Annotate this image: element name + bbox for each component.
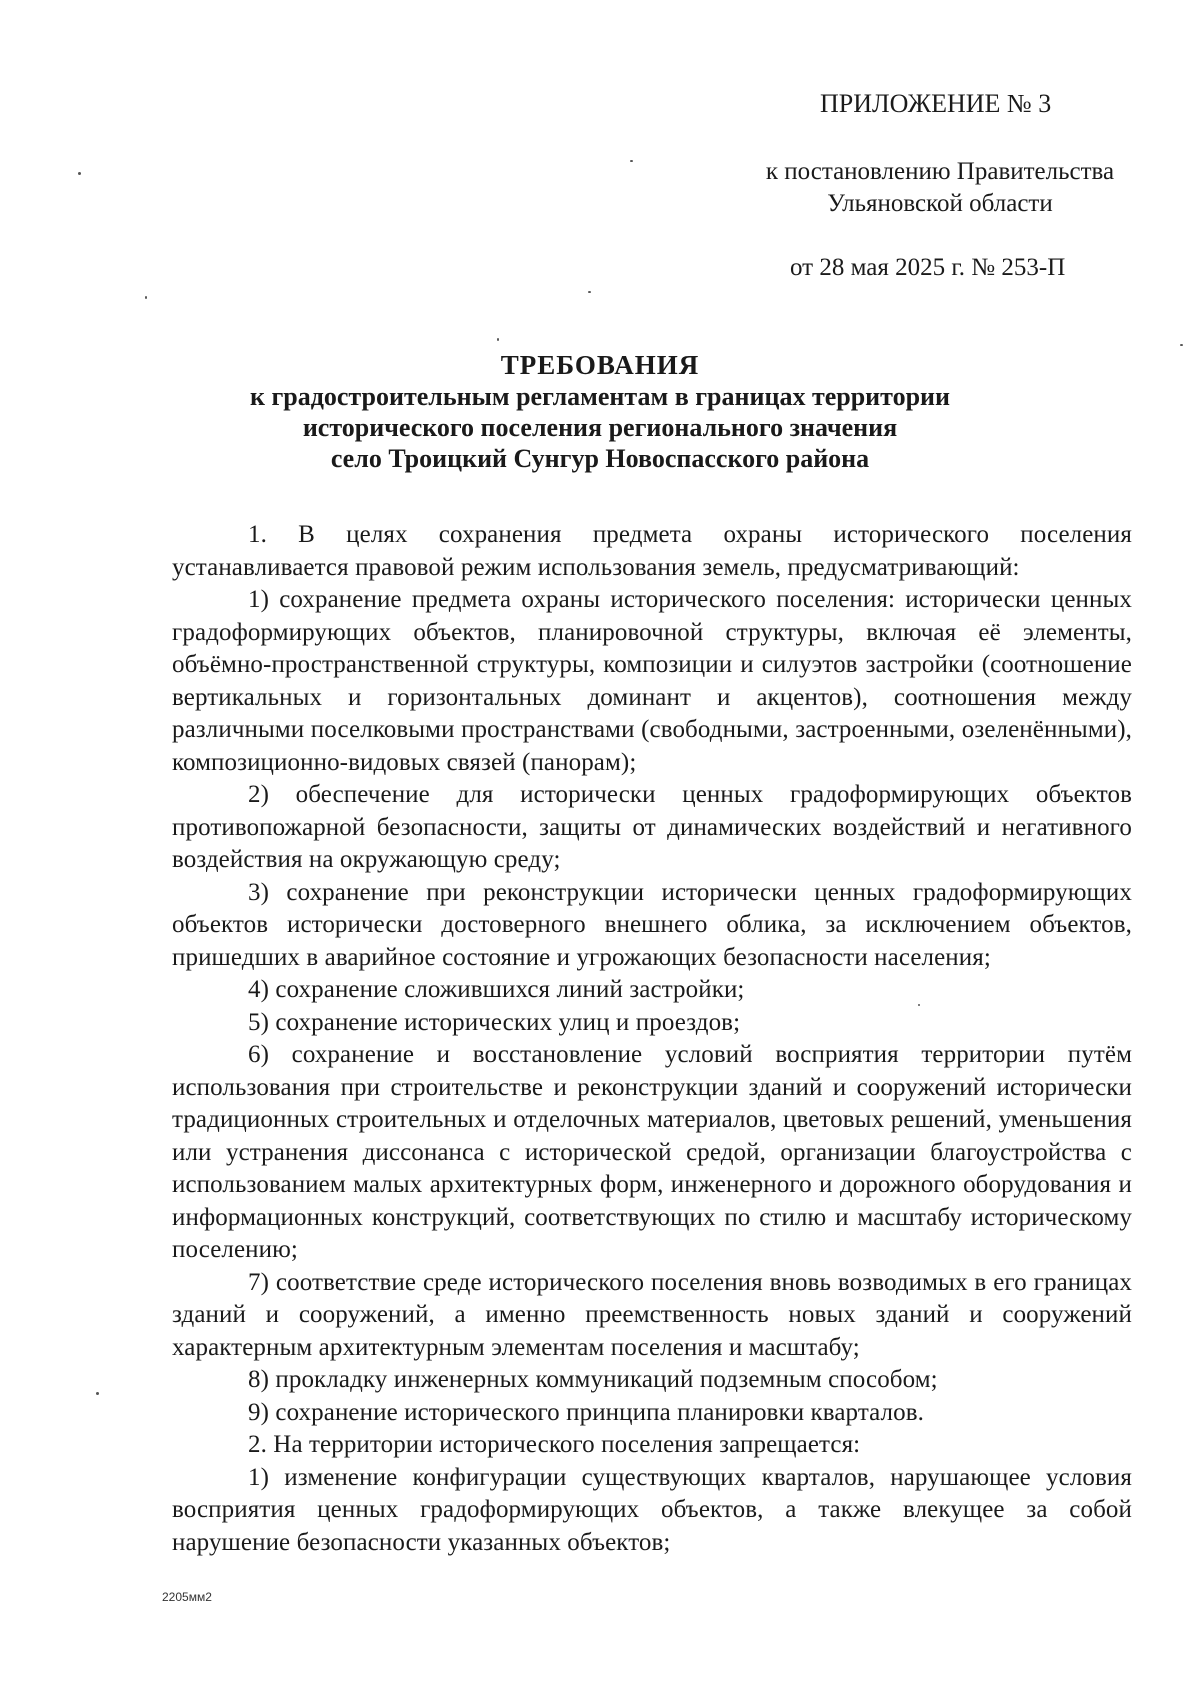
paragraph-1: 1. В целях сохранения предмета охраны исторического поселения устанавливается правовой режим использования земель, предусматривающий: (172, 521, 1132, 581)
paragraph-1-item-3: 3) сохранение при реконструкции исторически ценных градоформирующих объектов исторически достоверного внешнего облика, за исключением объектов, пришедших в аварийное состояние и угрожающих безопасности населения; (172, 878, 1132, 971)
scan-speck (588, 291, 591, 293)
footer-code: 2205мм2 (162, 1590, 212, 1604)
paragraph-1-item-7: 7) соответствие среде исторического поселения вновь возводимых в его границах зданий и сооружений, а именно преемственность новых зданий и сооружений характерным архитектурным элементам поселения и масштабу; (172, 1268, 1132, 1361)
appendix-title: ПРИЛОЖЕНИЕ № 3 (820, 89, 1052, 118)
paragraph-2-item-1: 1) изменение конфигурации существующих кварталов, нарушающее условия восприятия ценных градоформирующих объектов, а также влекущее за собой нарушение безопасности указанных объектов; (172, 1463, 1132, 1556)
heading-line-2: исторического поселения регионального значения (302, 413, 898, 442)
heading-main: ТРЕБОВАНИЯ (500, 350, 700, 380)
scan-speck (1180, 344, 1183, 346)
document-heading (150, 350, 1050, 474)
paragraph-1-item-9: 9) сохранение исторического принципа планировки кварталов. (248, 1398, 924, 1426)
paragraph-1-item-2: 2) обеспечение для исторически ценных градоформирующих объектов противопожарной безопасности, защиты от динамических воздействий и негативного воздействия на окружающую среду; (172, 781, 1132, 873)
scan-speck (497, 338, 499, 341)
paragraph-1-item-1: 1) сохранение предмета охраны исторического поселения: исторически ценных градоформирующих объектов, планировочной структуры, включая её элементы, объёмно-пространственной структуры, композиции и силуэтов застройки (соотношение вертикальных и горизонтальных доминант и акцентов), соотношения между различными поселковыми пространствами (свободными, застроенными, озеленёнными), композиционно-видовых связей (панорам); (172, 586, 1132, 776)
paragraph-1-item-8: 8) прокладку инженерных коммуникаций подземным способом; (248, 1366, 938, 1393)
appendix-resolution-line: к постановлению Правительства (765, 158, 1115, 185)
scan-speck (145, 296, 147, 299)
paragraph-1-item-4: 4) сохранение сложившихся линий застройки; (248, 976, 745, 1003)
heading-line-3: село Троицкий Сунгур Новоспасского района (330, 444, 870, 473)
appendix-date-line: от 28 мая 2025 г. № 253-П (790, 254, 1066, 281)
scan-speck (918, 1004, 920, 1006)
scan-speck (78, 172, 81, 175)
paragraph-2: 2. На территории исторического поселения запрещается: (248, 1431, 861, 1458)
heading-line-1: к градостроительным регламентам в границах территории (249, 382, 951, 411)
paragraph-1-item-6: 6) сохранение и восстановление условий восприятия территории путём использования при строительстве и реконструкции зданий и сооружений исторически традиционных строительных и отделочных материалов, цветовых решений, уменьшения или устранения диссонанса с исторической средой, организации благоустройства с использованием малых архитектурных форм, инженерного и дорожного оборудования и информационных конструкций, соответствующих по стилю и масштабу историческому поселению; (172, 1041, 1132, 1263)
paragraph-1-item-5: 5) сохранение исторических улиц и проездов; (248, 1008, 741, 1036)
scan-speck (96, 1392, 99, 1395)
appendix-organization-line: Ульяновской области (827, 190, 1053, 217)
document-body (172, 519, 1132, 1559)
scan-speck (630, 160, 633, 162)
